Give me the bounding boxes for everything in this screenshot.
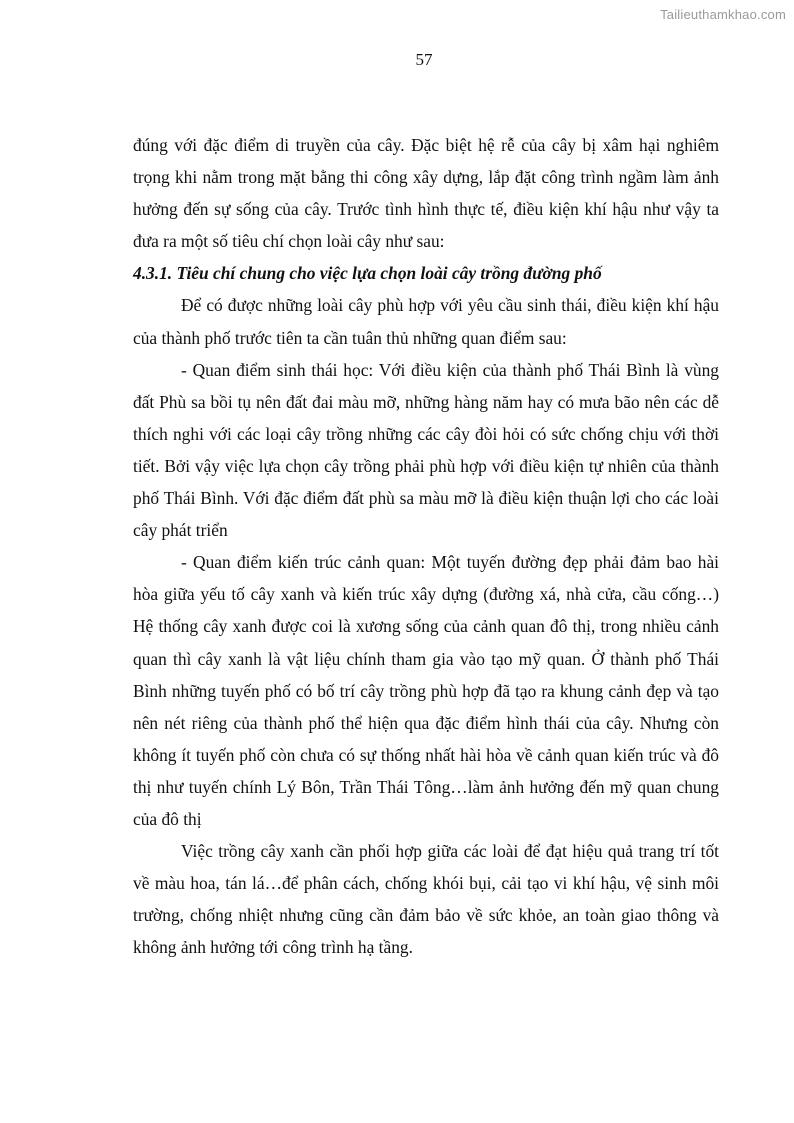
paragraph-continuation: đúng với đặc điểm di truyền của cây. Đặc biệt hệ rễ của cây bị xâm hại nghiêm trọng khi nằm trong mặt bằng thi công xây dựng, lắp đặt công trình ngầm làm ảnh hưởng đến sự sống của cây. Trước tình hình thực tế, điều kiện khí hậu như vậy ta đưa ra một số tiêu chí chọn loài cây như sau: [133,135,719,252]
paragraph-planting-coordination: Việc trồng cây xanh cần phối hợp giữa các loài để đạt hiệu quả trang trí tốt về màu hoa, tán lá…để phân cách, chống khói bụi, cải tạo vi khí hậu, vệ sinh môi trường, chống nhiệt nhưng cũng cần đảm bảo về sức khỏe, an toàn giao thông và không ảnh hưởng tới công trình hạ tầng. [133,841,719,958]
section-heading: 4.3.1. Tiêu chí chung cho việc lựa chọn loài cây trồng đường phố [133,263,602,284]
watermark-text: Tailieuthamkhao.com [660,7,786,22]
page-number: 57 [415,50,433,69]
paragraph-intro: Để có được những loài cây phù hợp với yêu cầu sinh thái, điều kiện khí hậu của thành phố trước tiên ta cần tuân thủ những quan điểm sau: [133,295,719,348]
paragraph-ecology-viewpoint: - Quan điểm sinh thái học: Với điều kiện của thành phố Thái Bình là vùng đất Phù sa bồi tụ nên đất đai màu mỡ, những hàng năm hay có mưa bão nên các dễ thích nghi với các loại cây trồng những các cây đòi hỏi có sức chống chịu với thời tiết. Bởi vậy việc lựa chọn cây trồng phải phù hợp với điều kiện tự nhiên của thành phố Thái Bình. Với đặc điểm đất phù sa màu mỡ là điều kiện thuận lợi cho các loài cây phát triển [133,359,719,541]
paragraph-landscape-viewpoint: - Quan điểm kiến trúc cảnh quan: Một tuyến đường đẹp phải đảm bao hài hòa giữa yếu tố cây xanh và kiến trúc xây dựng (đường xá, nhà cửa, cầu cống…) Hệ thống cây xanh được coi là xương sống của cảnh quan đô thị, trong nhiều cảnh quan thì cây xanh là vật liệu chính tham gia vào tạo mỹ quan. Ở thành phố Thái Bình những tuyến phố có bố trí cây trồng phù hợp đã tạo ra khung cảnh đẹp và tạo nên nét riêng của thành phố thể hiện qua đặc điểm hình thái của cây. Nhưng còn không ít tuyến phố còn chưa có sự thống nhất hài hòa về cảnh quan kiến trúc và đô thị như tuyến chính Lý Bôn, Trần Thái Tông…làm ảnh hưởng đến mỹ quan chung của đô thị [133,552,719,829]
document-body [133,129,719,963]
